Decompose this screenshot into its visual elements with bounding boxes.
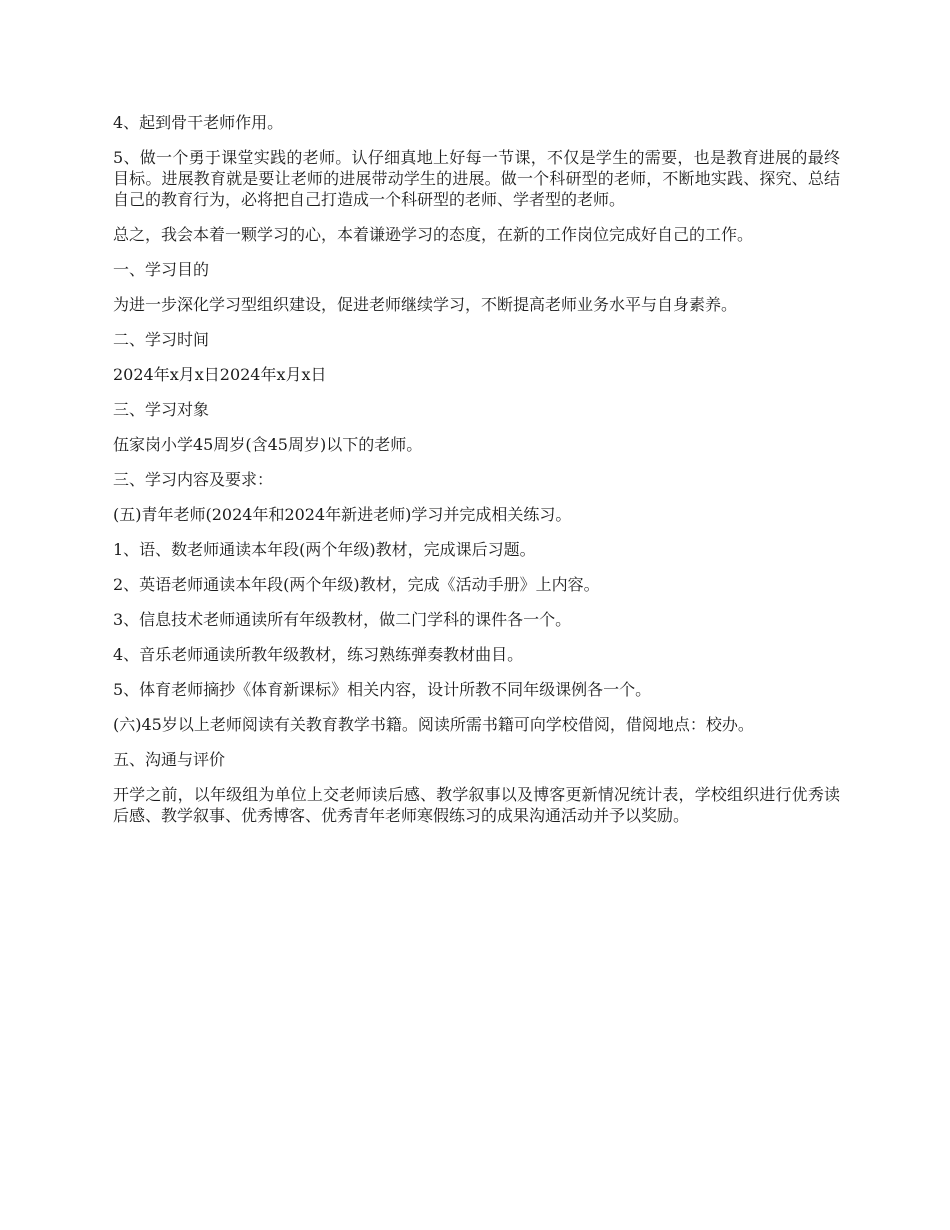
- list-item-it: 3、信息技术老师通读所有年级教材，做二门学科的课件各一个。: [113, 610, 572, 629]
- paragraph-item-4: 4、起到骨干老师作用。: [113, 113, 284, 132]
- document-body: [113, 112, 840, 840]
- paragraph-item-5-practice: 5、做一个勇于课堂实践的老师。认仔细真地上好每一节课，不仅是学生的需要，也是教育进展的最终目标。进展教育就是要让老师的进展带动学生的进展。做一个科研型的老师，不断地实践、探究、总结自己的教育行为，必将把自己打造成一个科研型的老师、学者型的老师。: [113, 148, 840, 209]
- paragraph-audience: 伍家岗小学45周岁(含45周岁)以下的老师。: [113, 435, 423, 454]
- paragraph-summary: 总之，我会本着一颗学习的心，本着谦逊学习的态度，在新的工作岗位完成好自己的工作。: [113, 225, 754, 244]
- list-item-chinese-math: 1、语、数老师通读本年段(两个年级)教材，完成课后习题。: [113, 540, 536, 559]
- paragraph-time: 2024年x月x日2024年x月x日: [113, 365, 327, 384]
- paragraph-young-teachers: (五)青年老师(2024年和2024年新进老师)学习并完成相关练习。: [113, 505, 572, 524]
- section-heading-purpose: 一、学习目的: [113, 260, 210, 279]
- section-heading-time: 二、学习时间: [113, 330, 210, 349]
- section-heading-evaluation: 五、沟通与评价: [113, 750, 226, 769]
- list-item-music: 4、音乐老师通读所教年级教材，练习熟练弹奏教材曲目。: [113, 645, 524, 664]
- paragraph-evaluation: 开学之前，以年级组为单位上交老师读后感、教学叙事以及博客更新情况统计表，学校组织进行优秀读后感、教学叙事、优秀博客、优秀青年老师寒假练习的成果沟通活动并予以奖励。: [113, 785, 840, 825]
- section-heading-content: 三、学习内容及要求：: [113, 470, 274, 489]
- paragraph-purpose: 为进一步深化学习型组织建设，促进老师继续学习，不断提高老师业务水平与自身素养。: [113, 295, 738, 314]
- list-item-pe: 5、体育老师摘抄《体育新课标》相关内容，设计所教不同年级课例各一个。: [113, 680, 652, 699]
- paragraph-senior-teachers: (六)45岁以上老师阅读有关教育教学书籍。阅读所需书籍可向学校借阅，借阅地点：校办。: [113, 715, 754, 734]
- list-item-english: 2、英语老师通读本年段(两个年级)教材，完成《活动手册》上内容。: [113, 575, 600, 594]
- section-heading-audience: 三、学习对象: [113, 400, 210, 419]
